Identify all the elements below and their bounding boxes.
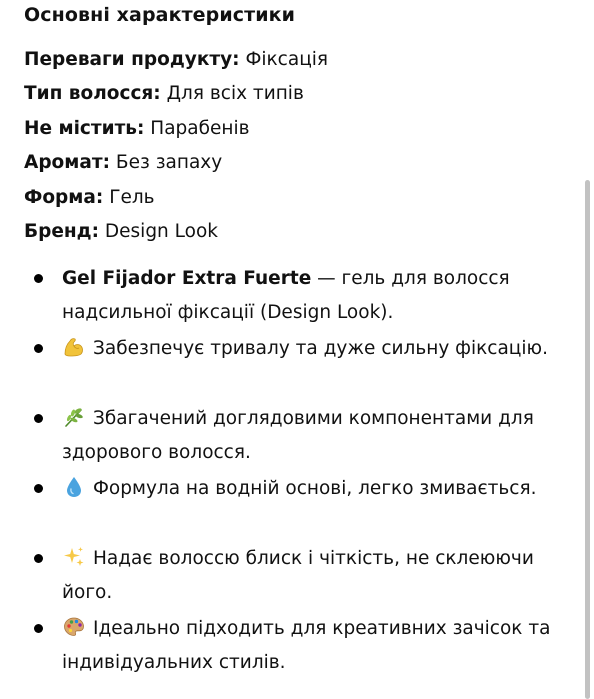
herb-icon [62, 405, 86, 429]
artist-palette-icon [62, 615, 86, 639]
bullet-dot [34, 344, 43, 353]
bullet-text [62, 542, 564, 610]
spec-value: Без запаху [110, 152, 223, 174]
droplet-icon [62, 475, 86, 499]
feature-bullet-list [34, 262, 564, 682]
list-item [34, 612, 564, 682]
bullet-text [62, 402, 564, 470]
product-name: Gel Fijador Extra Fuerte [62, 268, 312, 289]
list-item [34, 262, 564, 332]
bullet-description: Надає волоссю блиск і чіткість, не склеюючи його. [62, 548, 534, 603]
spec-value: Парабенів [144, 117, 250, 139]
spec-value: Гель [103, 186, 155, 208]
list-item [34, 402, 564, 472]
spec-list [24, 46, 328, 252]
list-item [34, 542, 564, 612]
bullet-text [62, 262, 564, 330]
bullet-description: Збагачений доглядовими компонентами для здорового волосся. [62, 408, 534, 463]
bullet-dot [34, 624, 43, 633]
vertical-scrollbar[interactable] [584, 0, 592, 699]
bullet-description: — гель для волосся надсильної фіксації (Design Look). [62, 268, 510, 323]
spec-value: Фіксація [239, 49, 329, 70]
bullet-dot [34, 274, 43, 283]
bullet-description: Ідеально підходить для креативних зачісок та індивідуальних стилів. [62, 618, 551, 673]
bullet-dot [34, 414, 43, 423]
spec-row-form [24, 184, 328, 218]
sparkles-icon [62, 545, 86, 569]
spec-value: Для всіх типів [160, 83, 304, 105]
section-title: Основні характеристики [24, 4, 296, 26]
bullet-description: Формула на водній основі, легко змивається. [93, 478, 537, 499]
bullet-description: Забезпечує тривалу та дуже сильну фіксацію. [93, 338, 548, 359]
spec-key: Форма : [24, 187, 103, 208]
spec-value: Design Look [99, 220, 218, 242]
spec-row-scent [24, 149, 328, 183]
spec-key: Аромат : [24, 152, 110, 173]
spec-key: Тип волосся : [24, 83, 161, 104]
spec-key: Бренд : [24, 221, 99, 242]
spec-row-free-from [24, 115, 328, 149]
list-item [34, 472, 564, 542]
spec-key: Переваги продукту : [24, 49, 240, 70]
bullet-text [62, 332, 564, 366]
spec-key: Не містить : [24, 118, 144, 139]
bullet-text [62, 612, 564, 680]
list-item [34, 332, 564, 402]
scrollbar-thumb[interactable] [585, 180, 590, 699]
flexed-biceps-icon [62, 335, 86, 359]
bullet-dot [34, 554, 43, 563]
spec-row-brand [24, 218, 328, 252]
spec-row-benefits [24, 46, 328, 80]
spec-row-hair-type [24, 80, 328, 114]
bullet-dot [34, 484, 43, 493]
bullet-text [62, 472, 564, 506]
